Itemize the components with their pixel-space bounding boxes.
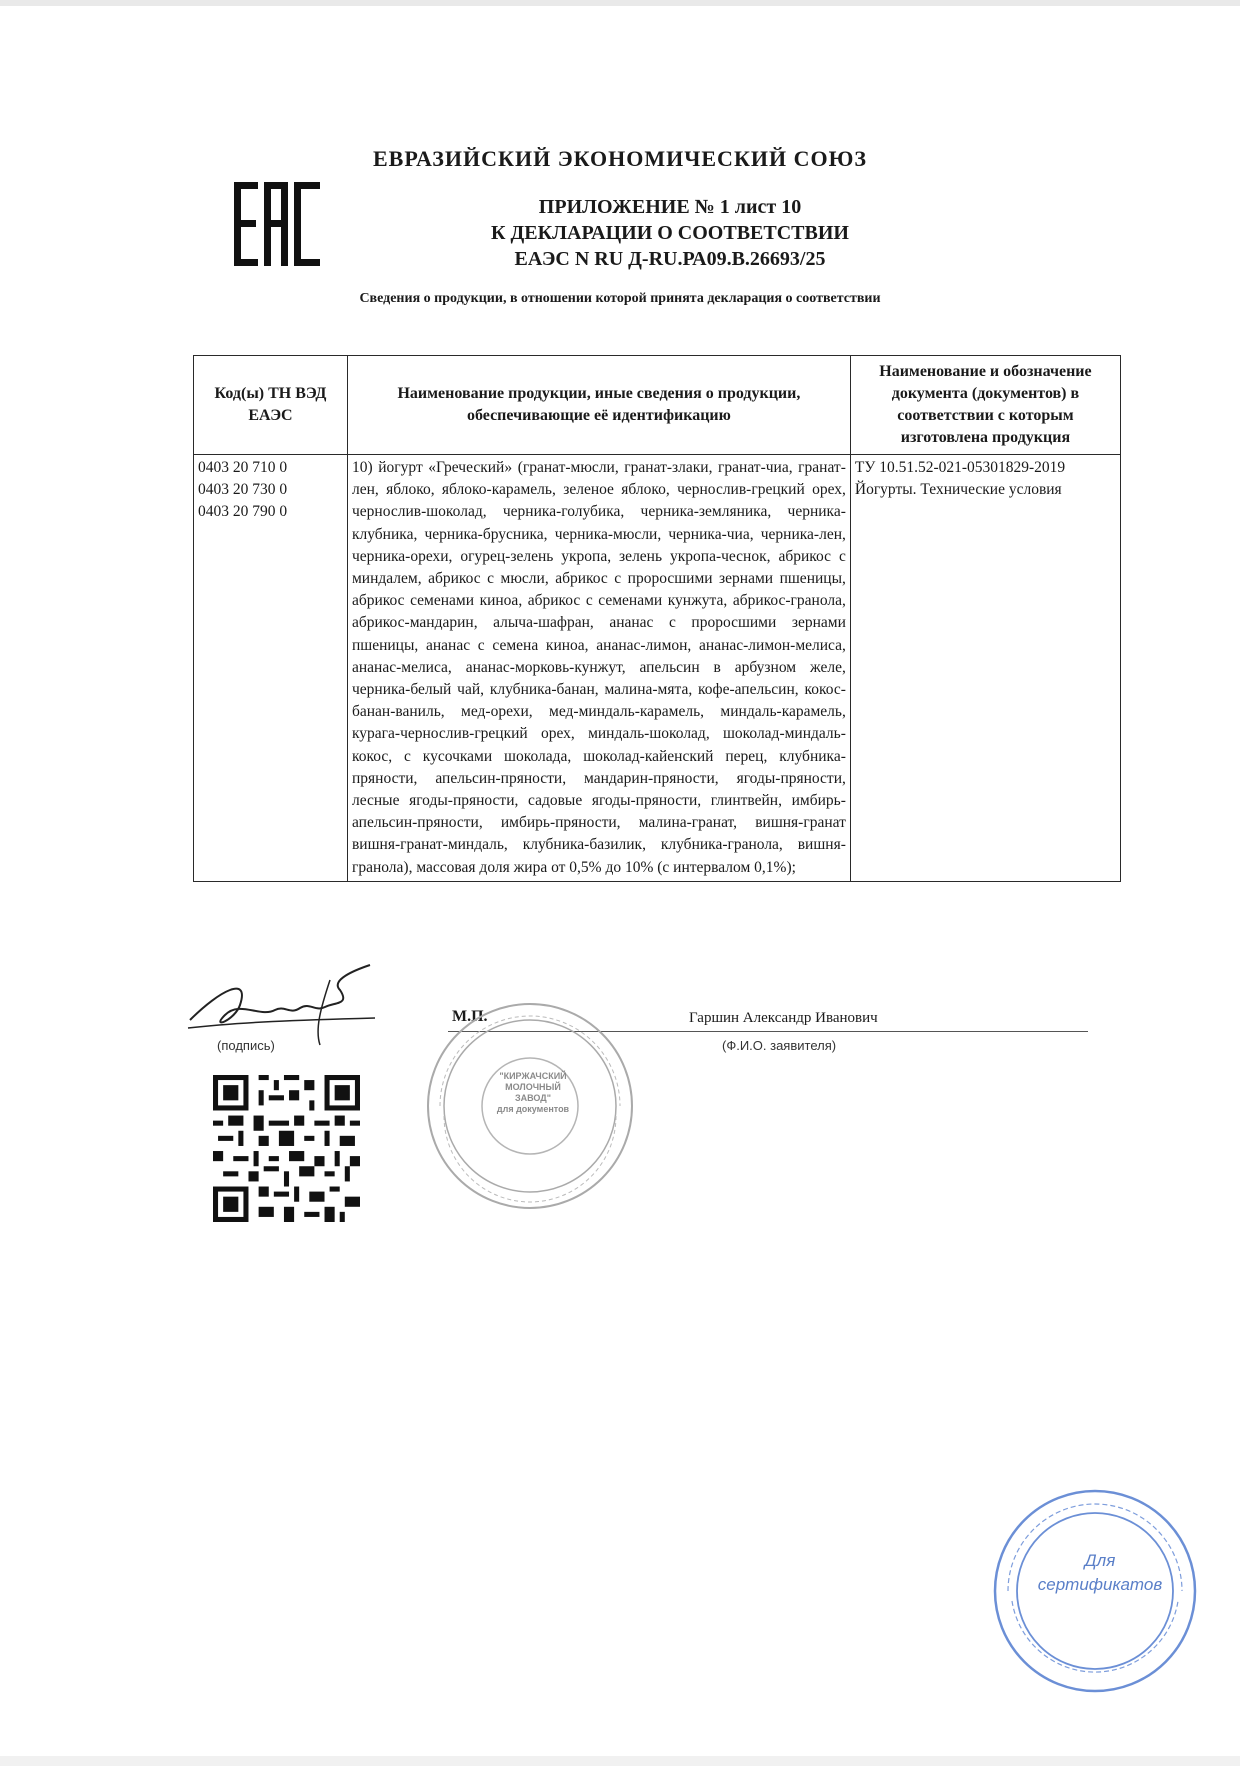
company-stamp-text xyxy=(488,1071,578,1115)
cell-description xyxy=(347,455,850,882)
code-2: 0403 20 730 0 xyxy=(198,481,288,499)
header-code: Код(ы) ТН ВЭД ЕАЭС xyxy=(194,356,348,455)
annex-heading xyxy=(420,194,920,272)
certification-stamp-text xyxy=(1035,1549,1165,1597)
stamp-line-2: сертификатов xyxy=(1037,1575,1163,1594)
company-stamp-name: "КИРЖАЧСКИЙ МОЛОЧНЫЙ ЗАВОД" xyxy=(499,1071,567,1103)
document-subtitle: Сведения о продукции, в отношении которой принята декларация о соответствии xyxy=(359,291,881,306)
table-row xyxy=(194,455,1121,882)
union-title: ЕВРАЗИЙСКИЙ ЭКОНОМИЧЕСКИЙ СОЮЗ xyxy=(372,146,868,171)
product-table xyxy=(193,355,1121,882)
fio-label: (Ф.И.О. заявителя) xyxy=(722,1038,837,1053)
signature xyxy=(180,960,380,1050)
cell-document xyxy=(850,455,1120,882)
stamp-line-1: Для xyxy=(1084,1551,1116,1570)
annex-line-1: ПРИЛОЖЕНИЕ № 1 лист 10 xyxy=(538,196,802,218)
header-name: Наименование продукции, иные сведения о продукции, обеспечивающие её идентификацию xyxy=(347,356,850,455)
code-1: 0403 20 710 0 xyxy=(198,459,288,476)
signature-label: (подпись) xyxy=(217,1038,275,1053)
document-code: ТУ 10.51.52-021-05301829-2019 xyxy=(854,459,1066,476)
product-description: 10) йогурт «Греческий» (гранат-мюсли, гранат-злаки, гранат-чиа, гранат-лен, яблоко, яблоко-карамель, зеленое яблоко, чернослив-грецкий орех, чернослив-шоколад, черника-голубика, черника-земляника, черника-клубника, черника-брусника, черника-мюсли, черника-чиа, черника-лен, черника-орехи, огурец-зелень укропа, зелень укропа-чеснок, абрикос с миндалем, абрикос с мюсли, абрикос с проросшими зернами пшеницы, абрикос семенами киноа, абрикос с семенами кунжута, абрикос-гранола, абрикос-мандарин, алыча-шафран, ананас с проросшими зернами пшеницы, ананас с семена киноа, ананас-лимон, ананас-лимон-мелиса, ананас-мелиса, ананас-морковь-кунжут, апельсин в арбузном желе, черника-белый чай, клубника-банан, малина-мята, кофе-апельсин, кокос-банан-ваниль, мед-орехи, мед-миндаль-карамель, миндаль-карамель, курага-чернослив-грецкий орех, миндаль-шоколад, шоколад-миндаль-кокос, с кусочками шоколада, шоколад-кайенский перец, клубника-пряности, апельсин-пряности, мандарин-пряности, ягоды-пряности, лесные ягоды-пряности, садовые ягоды-пряности, глинтвейн, имбирь-апельсин-пряности, имбирь-пряности, малина-гранат, вишня-гранат вишня-гранат-миндаль, клубника-базилик, клубника-гранола, вишня-гранола), массовая доля жира от 0,5% до 10% (с интервалом 0,1%); xyxy=(351,459,846,876)
annex-line-2: К ДЕКЛАРАЦИИ О СООТВЕТСТВИИ xyxy=(491,222,849,244)
eac-logo xyxy=(232,182,322,266)
code-3: 0403 20 790 0 xyxy=(198,503,288,521)
scan-top-edge xyxy=(0,0,1240,6)
scan-bottom-edge xyxy=(0,1756,1240,1766)
annex-line-3: ЕАЭС N RU Д-RU.РА09.В.26693/25 xyxy=(514,248,826,270)
qr-code-icon xyxy=(213,1075,360,1222)
document-title: Йогурты. Технические условия xyxy=(854,481,1062,499)
cell-codes xyxy=(194,455,348,882)
header-document: Наименование и обозначение документа (документов) в соответствии с которым изготовлена продукция xyxy=(850,356,1120,455)
company-stamp-sub: для документов xyxy=(496,1104,570,1114)
mp-label: М.П. xyxy=(452,1008,488,1025)
table-header-row xyxy=(194,356,1121,455)
applicant-name: Гаршин Александр Иванович xyxy=(689,1010,878,1026)
